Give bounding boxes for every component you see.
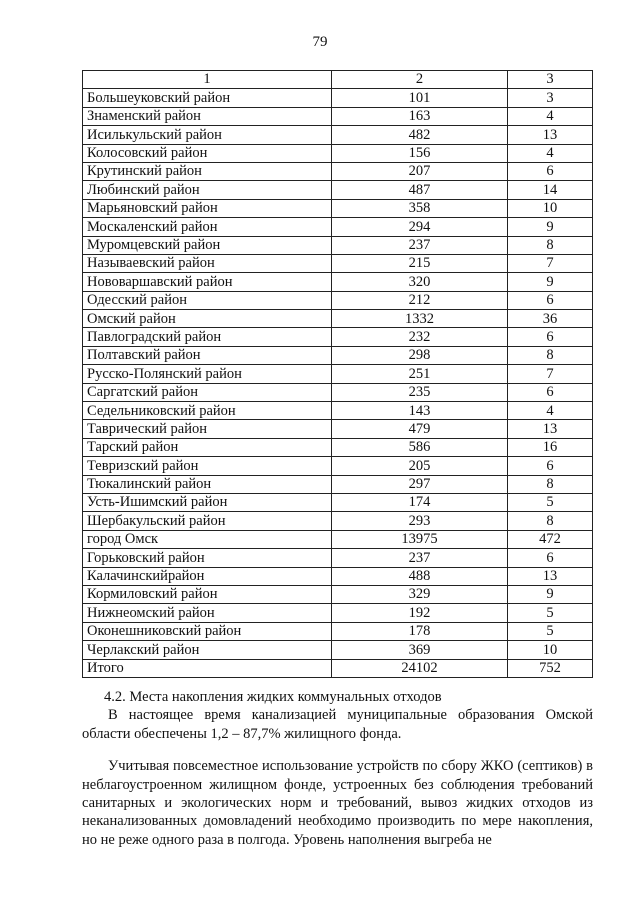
count-cell: 4 (508, 107, 593, 125)
district-name-cell: Полтавский район (83, 346, 332, 364)
table-row (83, 365, 593, 383)
table-row (83, 420, 593, 438)
value-cell: 205 (332, 457, 508, 475)
value-cell: 163 (332, 107, 508, 125)
table-header-row (83, 71, 593, 89)
table-row (83, 199, 593, 217)
count-cell: 13 (508, 126, 593, 144)
district-name-cell: город Омск (83, 530, 332, 548)
section-heading: 4.2. Места накопления жидких коммунальных отходов (104, 689, 442, 705)
value-cell: 101 (332, 89, 508, 107)
district-name-cell: Калачинскийрайон (83, 567, 332, 585)
district-name-cell: Горьковский район (83, 549, 332, 567)
value-cell: 178 (332, 622, 508, 640)
value-cell: 215 (332, 254, 508, 272)
table-row (83, 402, 593, 420)
count-cell: 9 (508, 585, 593, 603)
district-name-cell: Москаленский район (83, 218, 332, 236)
count-cell: 10 (508, 199, 593, 217)
value-cell: 297 (332, 475, 508, 493)
count-cell: 6 (508, 291, 593, 309)
district-name-cell: Исилькульский район (83, 126, 332, 144)
count-cell: 5 (508, 493, 593, 511)
district-name-cell: Таврический район (83, 420, 332, 438)
table-row (83, 549, 593, 567)
count-cell: 4 (508, 144, 593, 162)
count-cell: 9 (508, 273, 593, 291)
value-cell: 1332 (332, 310, 508, 328)
table-row (83, 181, 593, 199)
table-row (83, 89, 593, 107)
table-row (83, 328, 593, 346)
district-name-cell: Знаменский район (83, 107, 332, 125)
value-cell: 13975 (332, 530, 508, 548)
table-row (83, 604, 593, 622)
paragraph: В настоящее время канализацией муниципальные образования Омской области обеспечены 1,2 – 87,7% жилищного фонда. (82, 707, 593, 742)
value-cell: 320 (332, 273, 508, 291)
district-name-cell: Крутинский район (83, 162, 332, 180)
district-name-cell: Омский район (83, 310, 332, 328)
value-cell: 212 (332, 291, 508, 309)
count-cell: 6 (508, 162, 593, 180)
count-cell: 9 (508, 218, 593, 236)
table-row (83, 383, 593, 401)
district-name-cell: Черлакский район (83, 641, 332, 659)
district-name-cell: Муромцевский район (83, 236, 332, 254)
value-cell: 156 (332, 144, 508, 162)
value-cell: 192 (332, 604, 508, 622)
table-row (83, 585, 593, 603)
table-row (83, 475, 593, 493)
district-name-cell: Называевский район (83, 254, 332, 272)
value-cell: 237 (332, 549, 508, 567)
table-row (83, 273, 593, 291)
table-row (83, 107, 593, 125)
count-cell: 8 (508, 236, 593, 254)
district-name-cell: Тарский район (83, 438, 332, 456)
count-cell: 6 (508, 549, 593, 567)
district-name-cell: Большеуковский район (83, 89, 332, 107)
value-cell: 329 (332, 585, 508, 603)
district-name-cell: Саргатский район (83, 383, 332, 401)
value-cell: 482 (332, 126, 508, 144)
table-row (83, 218, 593, 236)
district-name-cell: Марьяновский район (83, 199, 332, 217)
column-header: 2 (332, 71, 508, 89)
table-row (83, 126, 593, 144)
count-cell: 6 (508, 457, 593, 475)
district-name-cell: Павлоградский район (83, 328, 332, 346)
count-cell: 14 (508, 181, 593, 199)
district-name-cell: Колосовский район (83, 144, 332, 162)
column-header: 3 (508, 71, 593, 89)
value-cell: 174 (332, 493, 508, 511)
district-name-cell: Шербакульский район (83, 512, 332, 530)
count-cell: 8 (508, 512, 593, 530)
districts-table-body (83, 71, 593, 678)
section-text (82, 688, 593, 849)
value-cell: 207 (332, 162, 508, 180)
count-cell: 7 (508, 365, 593, 383)
table-row (83, 567, 593, 585)
table-row (83, 457, 593, 475)
table-row (83, 144, 593, 162)
count-cell: 3 (508, 89, 593, 107)
value-cell: 235 (332, 383, 508, 401)
table-row (83, 162, 593, 180)
district-name-cell: Тюкалинский район (83, 475, 332, 493)
district-name-cell: Одесский район (83, 291, 332, 309)
value-cell: 369 (332, 641, 508, 659)
table-row (83, 291, 593, 309)
count-cell: 16 (508, 438, 593, 456)
value-cell: 251 (332, 365, 508, 383)
table-row (83, 659, 593, 677)
count-cell: 5 (508, 604, 593, 622)
table-row (83, 236, 593, 254)
column-header: 1 (83, 71, 332, 89)
district-name-cell: Тевризский район (83, 457, 332, 475)
value-cell: 237 (332, 236, 508, 254)
value-cell: 358 (332, 199, 508, 217)
district-name-cell: Кормиловский район (83, 585, 332, 603)
value-cell: 294 (332, 218, 508, 236)
table-row (83, 641, 593, 659)
count-cell: 752 (508, 659, 593, 677)
value-cell: 143 (332, 402, 508, 420)
count-cell: 8 (508, 475, 593, 493)
count-cell: 10 (508, 641, 593, 659)
value-cell: 488 (332, 567, 508, 585)
count-cell: 8 (508, 346, 593, 364)
district-name-cell: Нововаршавский район (83, 273, 332, 291)
count-cell: 472 (508, 530, 593, 548)
district-name-cell: Усть-Ишимский район (83, 493, 332, 511)
districts-table (82, 70, 593, 678)
district-name-cell: Оконешниковский район (83, 622, 332, 640)
table-row (83, 254, 593, 272)
count-cell: 13 (508, 567, 593, 585)
count-cell: 36 (508, 310, 593, 328)
count-cell: 6 (508, 383, 593, 401)
paragraph: Учитывая повсеместное использование устройств по сбору ЖКО (септиков) в неблагоустроенном жилищном фонде, устроенных без соблюдения требований санитарных и экологических норм и требований, вывоз жидких отходов из неканализованных домовладений необходимо производить по мере накопления, но не реже одного раза в полгода. Уровень наполнения выгреба не (82, 758, 593, 848)
count-cell: 7 (508, 254, 593, 272)
value-cell: 24102 (332, 659, 508, 677)
table-row (83, 493, 593, 511)
table-row (83, 310, 593, 328)
count-cell: 4 (508, 402, 593, 420)
value-cell: 298 (332, 346, 508, 364)
count-cell: 5 (508, 622, 593, 640)
value-cell: 293 (332, 512, 508, 530)
district-name-cell: Итого (83, 659, 332, 677)
count-cell: 13 (508, 420, 593, 438)
table-row (83, 530, 593, 548)
value-cell: 487 (332, 181, 508, 199)
table-row (83, 438, 593, 456)
district-name-cell: Любинский район (83, 181, 332, 199)
district-name-cell: Русско-Полянский район (83, 365, 332, 383)
table-row (83, 346, 593, 364)
value-cell: 232 (332, 328, 508, 346)
value-cell: 586 (332, 438, 508, 456)
value-cell: 479 (332, 420, 508, 438)
count-cell: 6 (508, 328, 593, 346)
district-name-cell: Нижнеомский район (83, 604, 332, 622)
district-name-cell: Седельниковский район (83, 402, 332, 420)
page-number: 79 (312, 34, 328, 50)
table-row (83, 512, 593, 530)
table-row (83, 622, 593, 640)
